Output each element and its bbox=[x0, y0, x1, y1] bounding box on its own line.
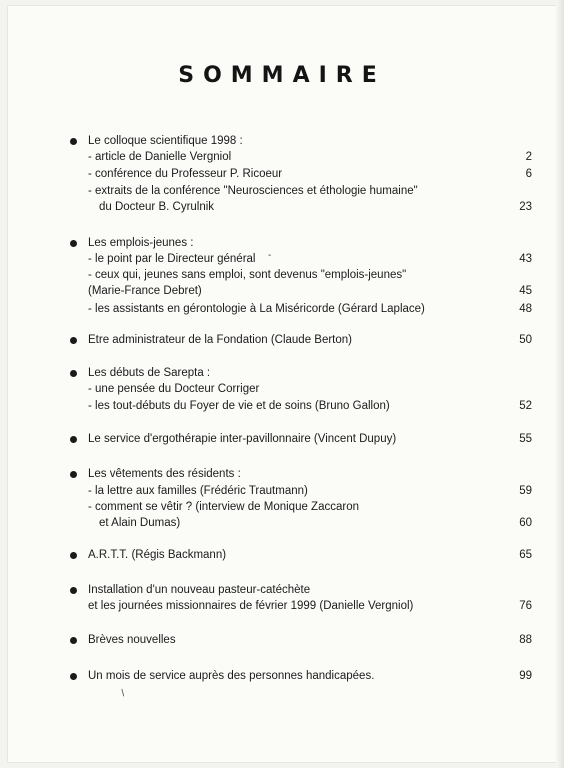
page-number: 43 bbox=[519, 253, 532, 265]
page-number: 50 bbox=[519, 334, 532, 346]
toc-line: - le point par le Directeur général bbox=[88, 253, 256, 265]
toc-line: - comment se vêtir ? (interview de Monique Zaccaron bbox=[88, 501, 359, 513]
toc-line: du Docteur B. Cyrulnik bbox=[99, 201, 215, 213]
page-number: 59 bbox=[519, 485, 532, 497]
toc-heading: Brèves nouvelles bbox=[88, 634, 176, 646]
toc-heading: Les débuts de Sarepta : bbox=[88, 367, 211, 379]
page-number: 48 bbox=[519, 303, 532, 315]
toc-line: - ceux qui, jeunes sans emploi, sont devenus "emplois-jeunes" bbox=[88, 269, 407, 281]
bullet-icon bbox=[70, 370, 77, 377]
page-number: 76 bbox=[519, 600, 532, 612]
bullet-icon bbox=[70, 637, 77, 644]
toc-line: (Marie-France Debret) bbox=[88, 285, 202, 297]
page-number: 52 bbox=[519, 400, 532, 412]
toc-line: - la lettre aux familles (Frédéric Trautmann) bbox=[88, 485, 308, 497]
page-number: 45 bbox=[519, 285, 532, 297]
toc-line: - les assistants en gérontologie à La Miséricorde (Gérard Laplace) bbox=[88, 303, 425, 315]
toc-line: et les journées missionnaires de février 1999 (Danielle Vergniol) bbox=[88, 600, 414, 612]
page-number: 55 bbox=[519, 433, 532, 445]
toc-heading: Le colloque scientifique 1998 : bbox=[88, 135, 243, 147]
toc-heading: Le service d'ergothérapie inter-pavillonnaire (Vincent Dupuy) bbox=[88, 433, 397, 445]
toc-heading: Les emplois-jeunes : bbox=[88, 237, 194, 249]
bullet-icon bbox=[70, 673, 77, 680]
bullet-icon bbox=[70, 240, 77, 247]
page-number: 60 bbox=[519, 517, 532, 529]
bullet-icon bbox=[70, 436, 77, 443]
toc-heading: Un mois de service auprès des personnes handicapées. bbox=[88, 670, 375, 682]
page-number: 2 bbox=[525, 151, 532, 163]
page-number: 99 bbox=[519, 670, 532, 682]
toc-line: - conférence du Professeur P. Ricoeur bbox=[88, 168, 283, 180]
bullet-icon bbox=[70, 587, 77, 594]
bullet-icon bbox=[70, 138, 77, 145]
bullet-icon bbox=[70, 337, 77, 344]
toc-heading: Les vêtements des résidents : bbox=[88, 468, 241, 480]
toc-heading: Installation d'un nouveau pasteur-catéchète bbox=[88, 584, 311, 596]
toc-line: et Alain Dumas) bbox=[99, 517, 181, 529]
bullet-icon bbox=[70, 552, 77, 559]
toc-line: - extraits de la conférence "Neurosciences et éthologie humaine" bbox=[88, 185, 418, 197]
page-number: 23 bbox=[519, 201, 532, 213]
page-number: 88 bbox=[519, 634, 532, 646]
toc-line: - une pensée du Docteur Corriger bbox=[88, 383, 260, 395]
page-number: 65 bbox=[519, 549, 532, 561]
toc-line: - les tout-débuts du Foyer de vie et de soins (Bruno Gallon) bbox=[88, 400, 390, 412]
pen-mark: - bbox=[268, 250, 272, 261]
page-title: SOMMAIRE bbox=[178, 63, 386, 88]
toc-heading: A.R.T.T. (Régis Backmann) bbox=[88, 549, 227, 561]
page-number: 6 bbox=[525, 168, 532, 180]
page-edge bbox=[556, 0, 564, 768]
toc-line: - article de Danielle Vergniol bbox=[88, 151, 232, 163]
toc-heading: Etre administrateur de la Fondation (Claude Berton) bbox=[88, 334, 353, 346]
bullet-icon bbox=[70, 471, 77, 478]
pen-mark: / bbox=[119, 688, 128, 699]
